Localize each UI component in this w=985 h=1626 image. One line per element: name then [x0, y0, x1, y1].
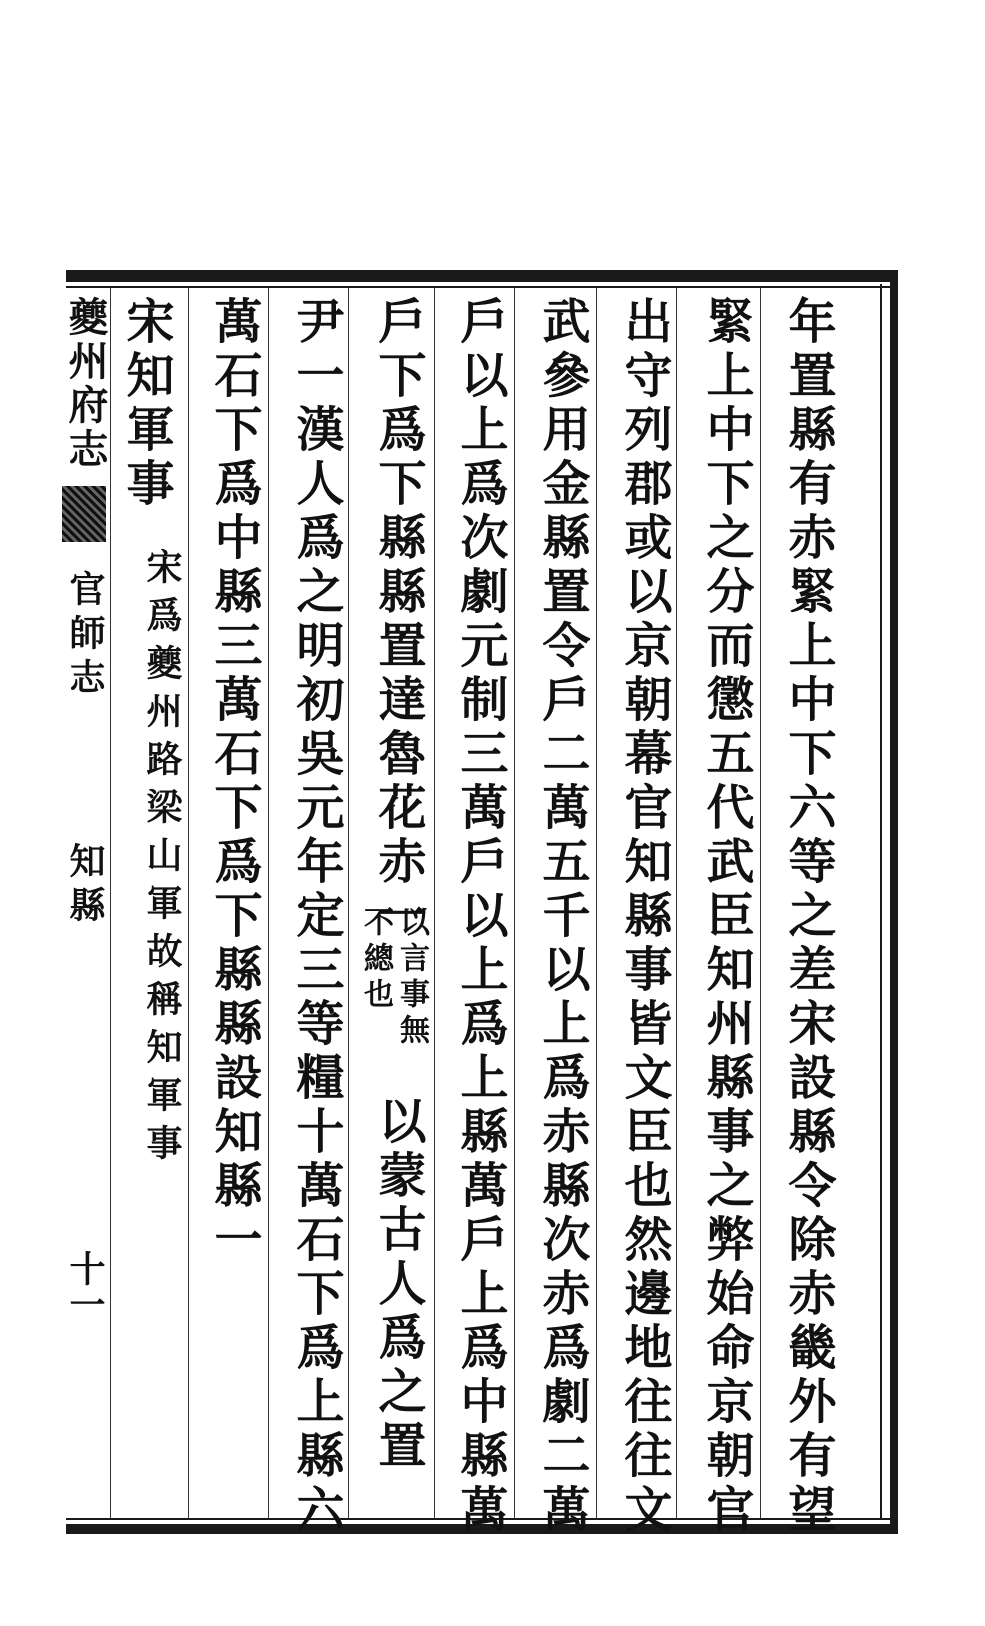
margin-section: 官師志 [64, 570, 106, 702]
column-rule [188, 288, 189, 1518]
margin-subsection: 知縣 [64, 842, 106, 930]
margin-page-number: 十一 [64, 1250, 106, 1322]
column-rule [760, 288, 761, 1518]
margin-book-title: 夔州府志 [62, 296, 109, 472]
column-rule [676, 288, 677, 1518]
section-heading [120, 296, 176, 512]
text-column-1: 年置縣有赤緊上中下六等之差宋設縣令除赤畿外有望 [780, 296, 836, 1538]
frame-top-inner-border [66, 286, 898, 288]
column-rule [514, 288, 515, 1518]
text-column-6: 戶下爲下縣縣置達魯花赤一 [370, 296, 426, 944]
margin-section-title [62, 570, 108, 930]
inline-note-right: 以言事無 [394, 906, 429, 1050]
text-column-2: 緊上中下之分而懲五代武臣知州縣事之弊始命京朝官 [698, 296, 754, 1538]
text-column-3: 出守列郡或以京朝幕官知縣事皆文臣也然邊地往往文 [616, 296, 672, 1538]
text-column-7: 尹一漢人爲之明初吳元年定三等糧十萬石下爲上縣六 [288, 296, 344, 1538]
column-rule [434, 288, 435, 1518]
inline-note-left: 不總也 [358, 906, 393, 1014]
heading-text: 宋知軍事 [118, 296, 174, 512]
column-rule [268, 288, 269, 1518]
text-column-5: 戶以上爲次劇元制三萬戶以上爲上縣萬戶上爲中縣萬 [452, 296, 508, 1538]
text-column-8: 萬石下爲中縣三萬石下爲下縣縣設知縣一 [206, 296, 262, 1268]
column-rule [596, 288, 597, 1518]
heading-note: 宋爲夔州路梁山軍故稱知軍事 [141, 548, 183, 1172]
column-rule [348, 288, 349, 1518]
frame-right-border [890, 270, 898, 1534]
text-column-4: 武參用金縣置令戶二萬五千以上爲赤縣次赤爲劇二萬 [534, 296, 590, 1538]
frame-top-border [66, 270, 898, 282]
column-rule [110, 288, 111, 1518]
text-column-6-tail: 以蒙古人爲之置 [370, 1096, 426, 1474]
frame-right-inner-border [880, 284, 882, 1520]
fishtail-mark-icon [62, 486, 106, 542]
